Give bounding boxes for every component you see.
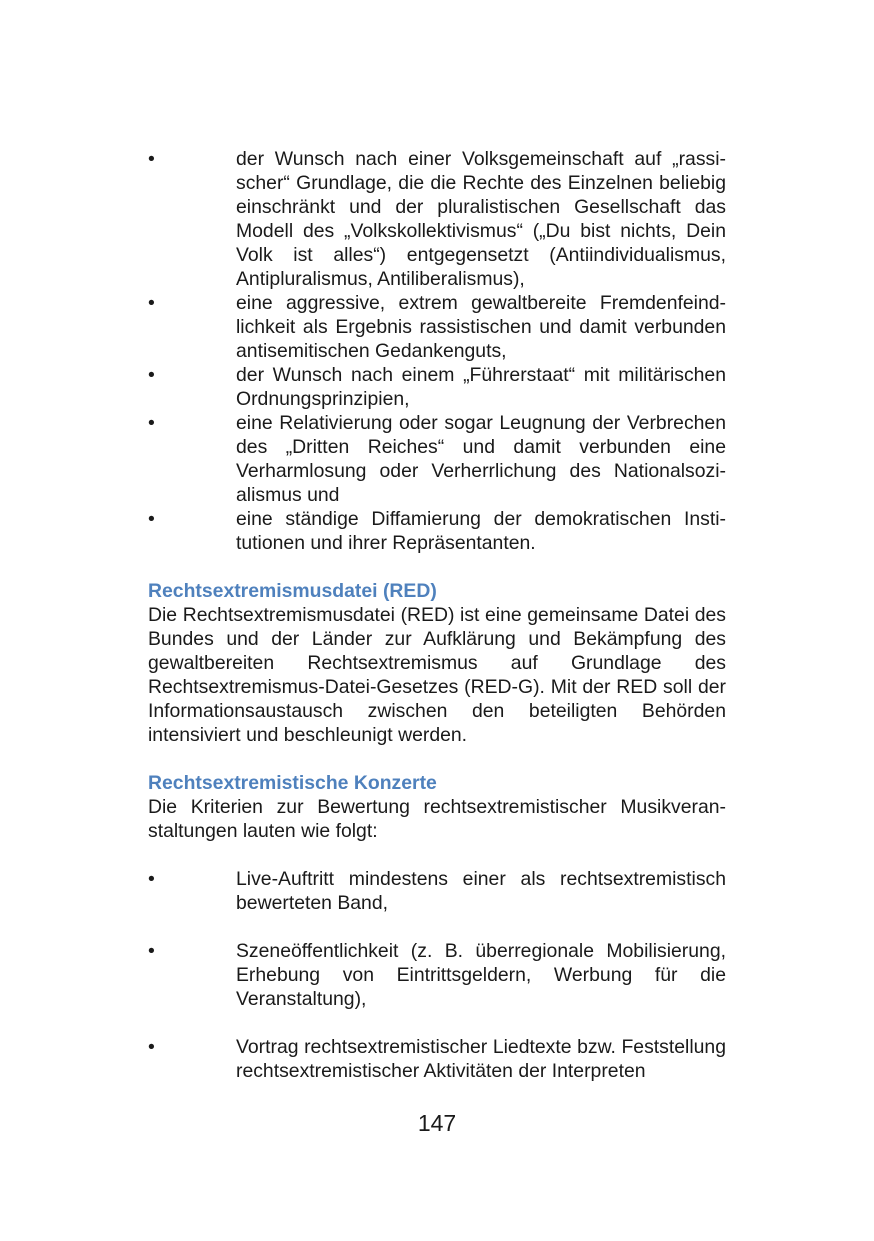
bullet-icon: • xyxy=(148,1036,155,1058)
list-item-text: eine Relativierung oder sogar Leugnung der Verbrechen des „Dritten Reiches“ und damit verbunden eine Verharmlosung oder Verherrlichung des Nationalsozialismus und xyxy=(236,412,726,506)
list-item-text: Live-Auftritt mindestens einer als rechtsextremistisch bewerteten Band, xyxy=(236,868,726,914)
bullet-icon: • xyxy=(148,364,155,386)
section-heading-concerts: Rechtsextremistische Konzerte xyxy=(148,772,437,794)
bullet-icon: • xyxy=(148,412,155,434)
page-number: 147 xyxy=(417,1110,457,1136)
list-item xyxy=(148,507,726,555)
page-body xyxy=(148,147,726,1083)
list-item xyxy=(148,939,726,1011)
list-item xyxy=(148,147,726,291)
bullet-icon: • xyxy=(148,148,155,170)
bullet-icon: • xyxy=(148,508,155,530)
section-intro-concerts: Die Kriterien zur Bewertung rechtsextremistischer Musikveranstaltungen lauten wie folgt: xyxy=(148,796,726,842)
list-item-text: Vortrag rechtsextremistischer Liedtexte bzw. Feststellung rechtsextremistischer Aktivitäten der Interpreten xyxy=(236,1036,726,1082)
list-item xyxy=(148,867,726,915)
list-item-text: der Wunsch nach einer Volksgemeinschaft auf „rassischer“ Grundlage, die die Rechte des Einzelnen beliebig einschränkt und der pluralistischen Gesellschaft das Modell des „Volkskollektivismus“ („Du bist nichts, Dein Volk ist alles“) entgegensetzt (Antiindividualismus, Antipluralismus, Antiliberalismus), xyxy=(236,148,726,290)
list-item-text: der Wunsch nach einem „Führerstaat“ mit militärischen Ordnungsprinzipien, xyxy=(236,364,726,410)
spacer xyxy=(148,843,726,867)
concert-criteria-list xyxy=(148,867,726,1083)
list-item-text: eine ständige Diffamierung der demokratischen Institutionen und ihrer Repräsentanten. xyxy=(236,508,726,554)
section-heading-red: Rechtsextremismusdatei (RED) xyxy=(148,580,437,602)
list-item xyxy=(148,411,726,507)
list-item xyxy=(148,1035,726,1083)
list-item-text: eine aggressive, extrem gewaltbereite Fremdenfeindlichkeit als Ergebnis rassistischen und damit verbunden antisemitischen Gedankenguts, xyxy=(236,292,726,362)
bullet-icon: • xyxy=(148,868,155,890)
list-item xyxy=(148,291,726,363)
section-text-red: Die Rechtsextremismusdatei (RED) ist eine gemeinsame Datei des Bundes und der Länder zur Aufklärung und Bekämpfung des gewaltbereiten Rechtsextremismus auf Grundlage des Rechtsextremismus-Datei-Gesetzes (RED-G). Mit der RED soll der Informationsaustausch zwischen den beteiligten Behörden intensiviert und beschleunigt werden. xyxy=(148,604,726,746)
list-item xyxy=(148,363,726,411)
list-item-text: Szeneöffentlichkeit (z. B. überregionale Mobilisierung, Erhebung von Eintrittsgeldern, Werbung für die Veranstaltung), xyxy=(236,940,726,1010)
bullet-icon: • xyxy=(148,292,155,314)
bullet-icon: • xyxy=(148,940,155,962)
ideology-feature-list xyxy=(148,147,726,555)
